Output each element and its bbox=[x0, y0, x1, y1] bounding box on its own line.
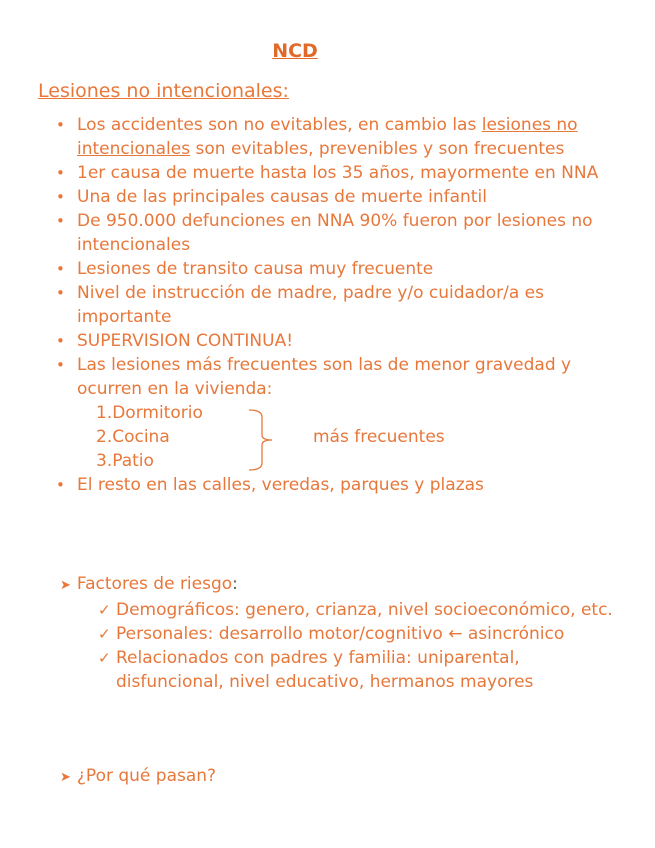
bullet-icon: • bbox=[56, 212, 65, 230]
factores-list bbox=[60, 598, 630, 694]
bullet-icon: • bbox=[56, 164, 65, 182]
list-item: • Lesiones de transito causa muy frecuente bbox=[56, 259, 434, 279]
rooms-list bbox=[77, 401, 631, 473]
list-item: • Las lesiones más frecuentes son las de menor gravedad y ocurren en la vivienda: 1.Dormitorio 2.Cocina 3.Patio más frecuentes bbox=[56, 353, 631, 473]
factores-heading: ➤ Factores de riesgo: bbox=[60, 574, 238, 594]
list-item: • SUPERVISION CONTINUA! bbox=[56, 331, 294, 351]
room-item: 2.Cocina bbox=[96, 427, 170, 447]
list-item: • Los accidentes son no evitables, en cambio las lesiones no intencionales son evitables, prevenibles y son frecuentes bbox=[56, 115, 578, 159]
list-item: • El resto en las calles, veredas, parques y plazas bbox=[56, 475, 484, 495]
list-item: • 1er causa de muerte hasta los 35 años, mayormente en NNA bbox=[56, 163, 599, 183]
list-item: ✓ Demográficos: genero, crianza, nivel socioeconómico, etc. bbox=[98, 600, 613, 620]
room-item: 3.Patio bbox=[96, 451, 154, 471]
bullet-icon: • bbox=[56, 284, 65, 302]
bullet-icon: • bbox=[56, 260, 65, 278]
bullet-list bbox=[56, 113, 631, 497]
section-subtitle: Lesiones no intencionales: bbox=[38, 80, 289, 102]
brace-label: más frecuentes bbox=[313, 427, 445, 447]
bullet-icon: • bbox=[56, 356, 65, 374]
underlined-text: lesiones no intencionales bbox=[77, 115, 578, 159]
checkmark-icon: ✓ bbox=[98, 625, 111, 643]
factores-section bbox=[60, 572, 630, 694]
arrowhead-bullet-icon: ➤ bbox=[60, 578, 71, 593]
checkmark-icon: ✓ bbox=[98, 601, 111, 619]
bullet-icon: • bbox=[56, 476, 65, 494]
brace-icon bbox=[248, 409, 278, 471]
room-item: 1.Dormitorio bbox=[96, 403, 203, 423]
list-item: • Nivel de instrucción de madre, padre y/o cuidador/a es importante bbox=[56, 283, 544, 327]
porque-heading: ¿Por qué pasan? bbox=[76, 766, 217, 786]
bullet-icon: • bbox=[56, 116, 65, 134]
arrowhead-bullet-icon: ➤ bbox=[60, 770, 71, 785]
bullet-icon: • bbox=[56, 332, 65, 350]
porque-section bbox=[60, 764, 630, 790]
checkmark-icon: ✓ bbox=[98, 649, 111, 667]
list-item: • Una de las principales causas de muerte infantil bbox=[56, 187, 487, 207]
page-title: NCD bbox=[272, 40, 318, 62]
list-item: • De 950.000 defunciones en NNA 90% fueron por lesiones no intencionales bbox=[56, 211, 593, 255]
list-item: ✓ Relacionados con padres y familia: uniparental, disfuncional, nivel educativo, hermanos mayores bbox=[98, 648, 534, 692]
bullet-icon: • bbox=[56, 188, 65, 206]
list-item: ✓ Personales: desarrollo motor/cognitivo ← asincrónico bbox=[98, 624, 565, 644]
